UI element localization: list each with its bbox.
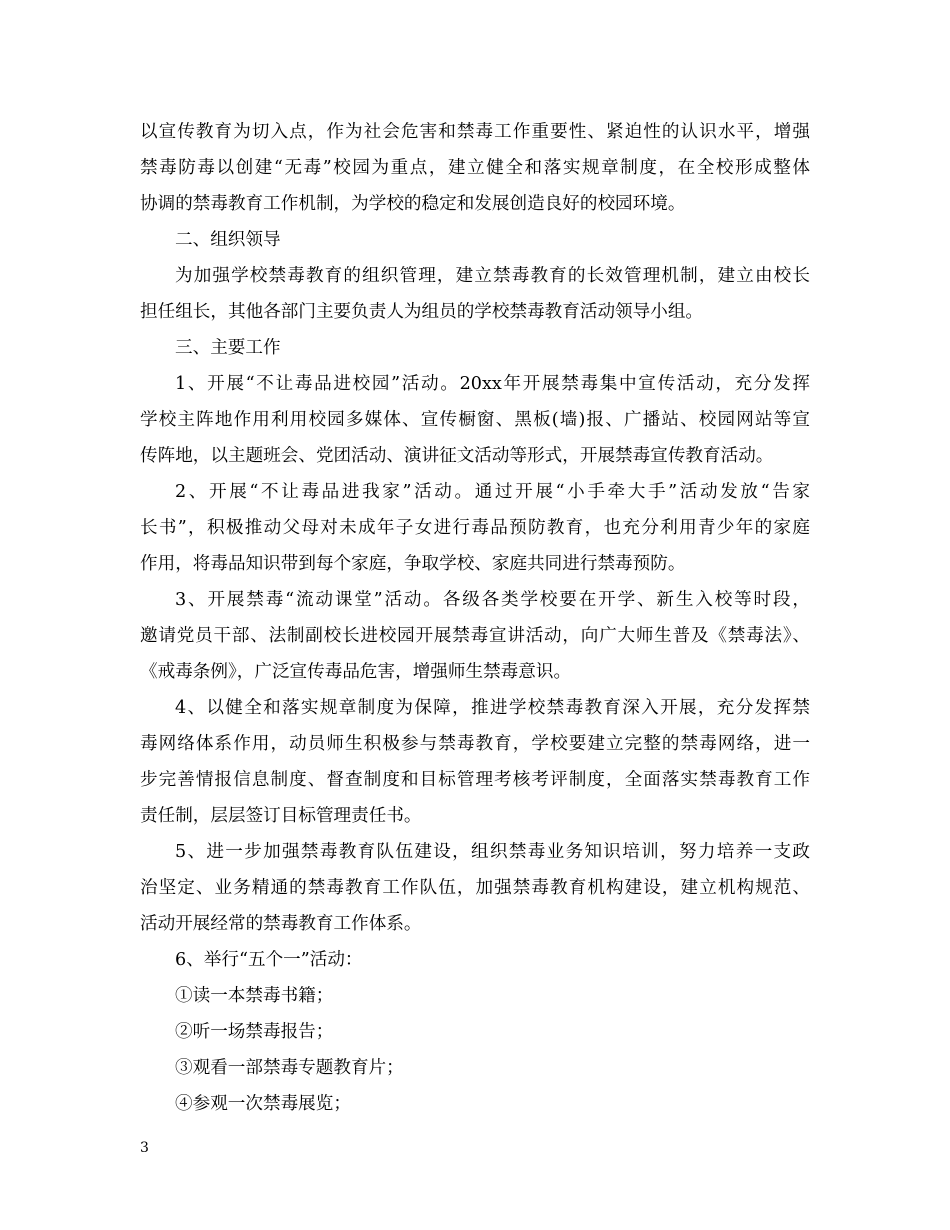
text-line: 邀请党员干部、法制副校长进校园开展禁毒宣讲活动，向广大师生普及《禁毒法》、 [140,626,810,646]
text-line: 步完善情报信息制度、督查制度和目标管理考核考评制度，全面落实禁毒教育工作 [140,770,810,790]
text-line: 担任组长，其他各部门主要负责人为组员的学校禁毒教育活动领导小组。 [140,302,704,322]
page-number: 3 [140,1140,149,1156]
text-line: 6、举行“五个一”活动： [175,950,363,970]
text-line: ①读一本禁毒书籍； [175,986,334,1006]
text-line: 治坚定、业务精通的禁毒教育工作队伍，加强禁毒教育机构建设，建立机构规范、 [140,878,810,898]
text-line: 传阵地，以主题班会、党团活动、演讲征文活动等形式，开展禁毒宣传教育活动。 [140,446,774,466]
text-line: 活动开展经常的禁毒教育工作体系。 [140,914,422,934]
text-line: 4、以健全和落实规章制度为保障，推进学校禁毒教育深入开展，充分发挥禁 [175,698,810,718]
text-line: 2、开展“不让毒品进我家”活动。通过开展“小手牵大手”活动发放“告家 [175,482,810,502]
text-line: 3、开展禁毒“流动课堂”活动。各级各类学校要在开学、新生入校等时段， [175,590,810,610]
text-line: 5、进一步加强禁毒教育队伍建设，组织禁毒业务知识培训，努力培养一支政 [175,842,810,862]
text-line: ③观看一部禁毒专题教育片； [175,1058,404,1078]
text-line: 毒网络体系作用，动员师生积极参与禁毒教育，学校要建立完整的禁毒网络，进一 [140,734,810,754]
document-body [140,114,810,1122]
text-line: 1、开展“不让毒品进校园”活动。20xx年开展禁毒集中宣传活动，充分发挥 [175,374,810,394]
text-line: 长书”，积极推动父母对未成年子女进行毒品预防教育，也充分利用青少年的家庭 [140,518,810,538]
text-line: 三、主要工作 [175,338,281,358]
text-line: 协调的禁毒教育工作机制，为学校的稳定和发展创造良好的校园环境。 [140,194,686,214]
text-line: 责任制，层层签订目标管理责任书。 [140,806,422,826]
text-line: 作用，将毒品知识带到每个家庭，争取学校、家庭共同进行禁毒预防。 [140,554,686,574]
text-line: 为加强学校禁毒教育的组织管理，建立禁毒教育的长效管理机制，建立由校长 [175,266,810,286]
text-line: ④参观一次禁毒展览； [175,1094,351,1114]
text-line: 《戒毒条例》，广泛宣传毒品危害，增强师生禁毒意识。 [140,662,572,682]
text-line: 以宣传教育为切入点，作为社会危害和禁毒工作重要性、紧迫性的认识水平，增强 [140,122,810,142]
text-line: ②听一场禁毒报告； [175,1022,334,1042]
text-line: 禁毒防毒以创建“无毒”校园为重点，建立健全和落实规章制度，在全校形成整体 [140,158,810,178]
text-line: 学校主阵地作用利用校园多媒体、宣传橱窗、黑板(墙)报、广播站、校园网站等宣 [140,410,810,430]
text-line: 二、组织领导 [175,230,281,250]
